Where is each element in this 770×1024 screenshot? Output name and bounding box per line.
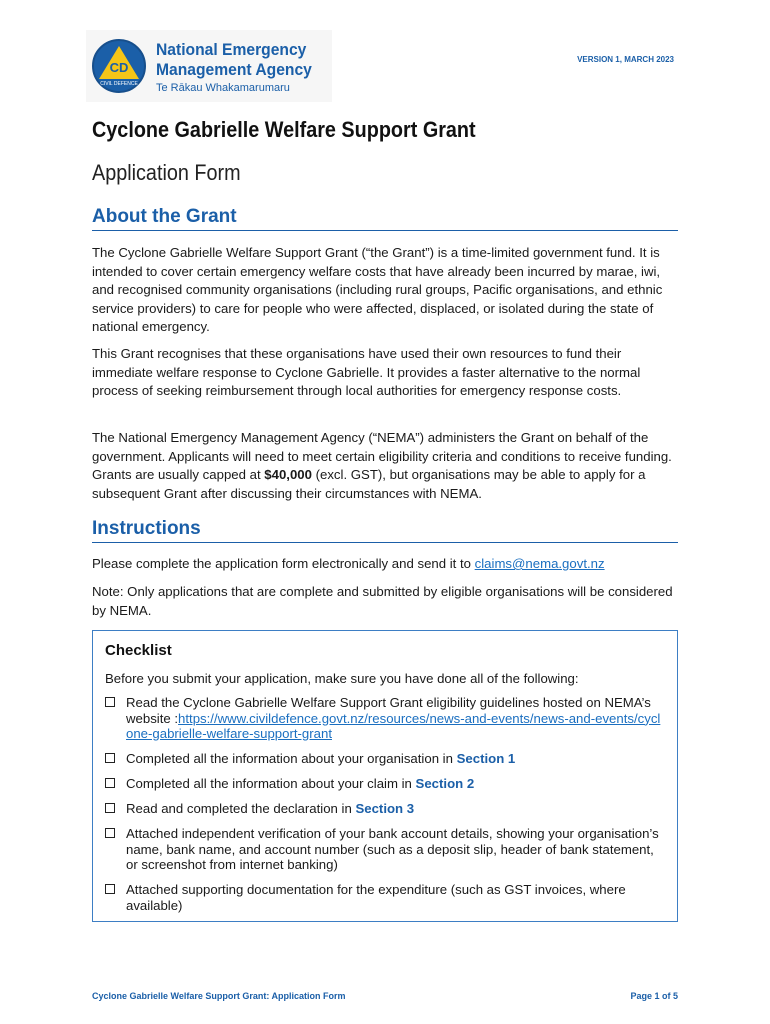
page-number: Page 1 of 5 (630, 991, 678, 1001)
checklist-title: Checklist (105, 642, 172, 659)
nema-logo (86, 30, 332, 102)
instructions-note: Note: Only applications that are complete and submitted by eligible organisations will be considered by NEMA. (92, 584, 673, 618)
checklist-item-section-1 (105, 751, 665, 767)
claims-email-link[interactable]: claims@nema.govt.nz (474, 556, 605, 571)
grant-cap-amount: $40,000 (264, 467, 312, 482)
checkbox-icon (105, 753, 115, 763)
checklist-item-1-text: Read the Cyclone Gabrielle Welfare Support Grant eligibility guidelines hosted on NEMA’s website : (126, 695, 651, 726)
instructions-p1-text: Please complete the application form electronically and send it to (92, 556, 475, 571)
page-title: Cyclone Gabrielle Welfare Support Grant (92, 117, 476, 142)
checklist-item-2-text: Completed all the information about your organisation in (126, 751, 457, 766)
checklist-item-section-2 (105, 776, 665, 792)
checklist-intro: Before you submit your application, make sure you have done all of the following: (105, 671, 579, 686)
checklist-item-5-text: Attached independent verification of your bank account details, showing your organisation’s name, bank name, and account number (such as a deposit slip, header of bank statement, or screenshot from internet banking) (126, 826, 659, 872)
version-label: VERSION 1, MARCH 2023 (577, 55, 674, 64)
about-p3-text-b: (excl. GST), but organisations may be able to apply for a subsequent Grant after discussing their circumstances with NEMA. (92, 467, 646, 501)
checklist-box (92, 630, 678, 922)
logo-line-2: Management Agency (156, 60, 312, 79)
civil-defence-emblem-icon (92, 39, 146, 93)
about-heading: About the Grant (92, 206, 678, 231)
logo-line-3: Te Rākau Whakamarumaru (156, 82, 290, 94)
section-1-ref: Section 1 (456, 751, 516, 766)
checklist-item-section-3 (105, 801, 665, 817)
checkbox-icon (105, 778, 115, 788)
checklist-item-6-text: Attached supporting documentation for the expenditure (such as GST invoices, where available) (126, 882, 626, 913)
checklist-item-guidelines (105, 695, 665, 742)
footer-title: Cyclone Gabrielle Welfare Support Grant: Application Form (92, 991, 346, 1001)
about-paragraph-1: The Cyclone Gabrielle Welfare Support Grant (“the Grant”) is a time-limited government fund. It is intended to cover certain emergency welfare costs that have already been incurred by marae, iwi, and recognised community organisations (including rural groups, Pacific organisations, and ethnic service providers) to care for people who were affected, displaced, or isolated during the state of national emergency. (92, 245, 663, 334)
section-3-ref: Section 3 (355, 801, 415, 816)
instructions-paragraph-1 (92, 555, 682, 574)
about-paragraph-2: This Grant recognises that these organisations have used their own resources to fund their immediate welfare response to Cyclone Gabrielle. It provides a faster alternative to the normal process of seeking reimbursement through local authorities for emergency response costs. (92, 346, 641, 398)
about-p3-text-a: The National Emergency Management Agency (“NEMA”) administers the Grant on behalf of the government. Applicants will need to meet certain eligibility criteria and conditions to receive funding. Grants are usually capped at (92, 430, 672, 482)
checkbox-icon (105, 884, 115, 894)
checklist-item-3-text: Completed all the information about your claim in (126, 776, 416, 791)
section-2-ref: Section 2 (415, 776, 475, 791)
emblem-cd-text: CD (109, 60, 129, 75)
checkbox-icon (105, 803, 115, 813)
checklist-item-supporting-docs (105, 882, 665, 913)
logo-line-1: National Emergency (156, 40, 307, 59)
instructions-heading: Instructions (92, 518, 678, 543)
checklist-item-bank-verification (105, 826, 665, 873)
emblem-ring-text: CIVIL DEFENCE (100, 81, 138, 87)
checklist-item-4-text: Read and completed the declaration in (126, 801, 356, 816)
checkbox-icon (105, 828, 115, 838)
about-paragraph-3 (92, 429, 682, 503)
page-subtitle: Application Form (92, 160, 241, 185)
checkbox-icon (105, 697, 115, 707)
guidelines-link[interactable]: https://www.civildefence.govt.nz/resources/news-and-events/news-and-events/cyclone-gabrielle-welfare-support-grant (126, 710, 661, 741)
